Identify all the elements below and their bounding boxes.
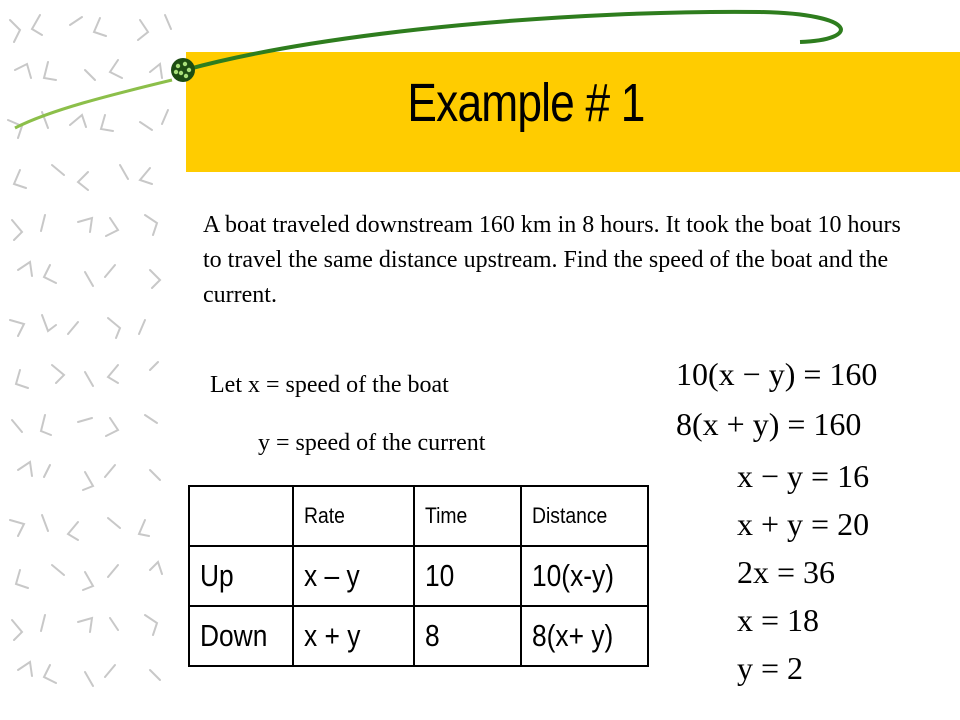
bullet-icon <box>171 58 195 82</box>
row-label-up: Up <box>189 546 293 606</box>
header-cell-rate: Rate <box>293 486 414 546</box>
cell-up-rate: x – y <box>293 546 414 606</box>
cell-up-distance: 10(x-y) <box>521 546 648 606</box>
equation-2: 8(x + y) = 160 <box>676 406 862 442</box>
header-cell-time: Time <box>414 486 521 546</box>
equation-1: 10(x − y) = 160 <box>676 356 878 392</box>
equation-4: x + y = 20 <box>737 506 870 542</box>
header-cell-empty <box>189 486 293 546</box>
cell-down-distance: 8(x+ y) <box>521 606 648 666</box>
cell-up-time: 10 <box>414 546 521 606</box>
row-label-down: Down <box>189 606 293 666</box>
let-x-text: Let x = speed of the boat <box>210 372 449 398</box>
header-cell-distance: Distance <box>521 486 648 546</box>
equation-6: x = 18 <box>737 602 820 638</box>
table-row <box>189 546 648 606</box>
equation-7: y = 2 <box>737 650 804 686</box>
cell-down-time: 8 <box>414 606 521 666</box>
problem-text: A boat traveled downstream 160 km in 8 hours. It took the boat 10 hours to travel the same distance upstream. Find the speed of the boat and the current. <box>203 212 901 308</box>
slide-title: Example # 1 <box>407 73 645 133</box>
cell-down-rate: x + y <box>293 606 414 666</box>
table-header-row <box>189 486 648 546</box>
let-y-text: y = speed of the current <box>258 430 486 456</box>
table-row <box>189 606 648 666</box>
equation-3: x − y = 16 <box>737 458 870 494</box>
rate-time-distance-table <box>188 485 649 667</box>
equation-5: 2x = 36 <box>737 554 836 590</box>
